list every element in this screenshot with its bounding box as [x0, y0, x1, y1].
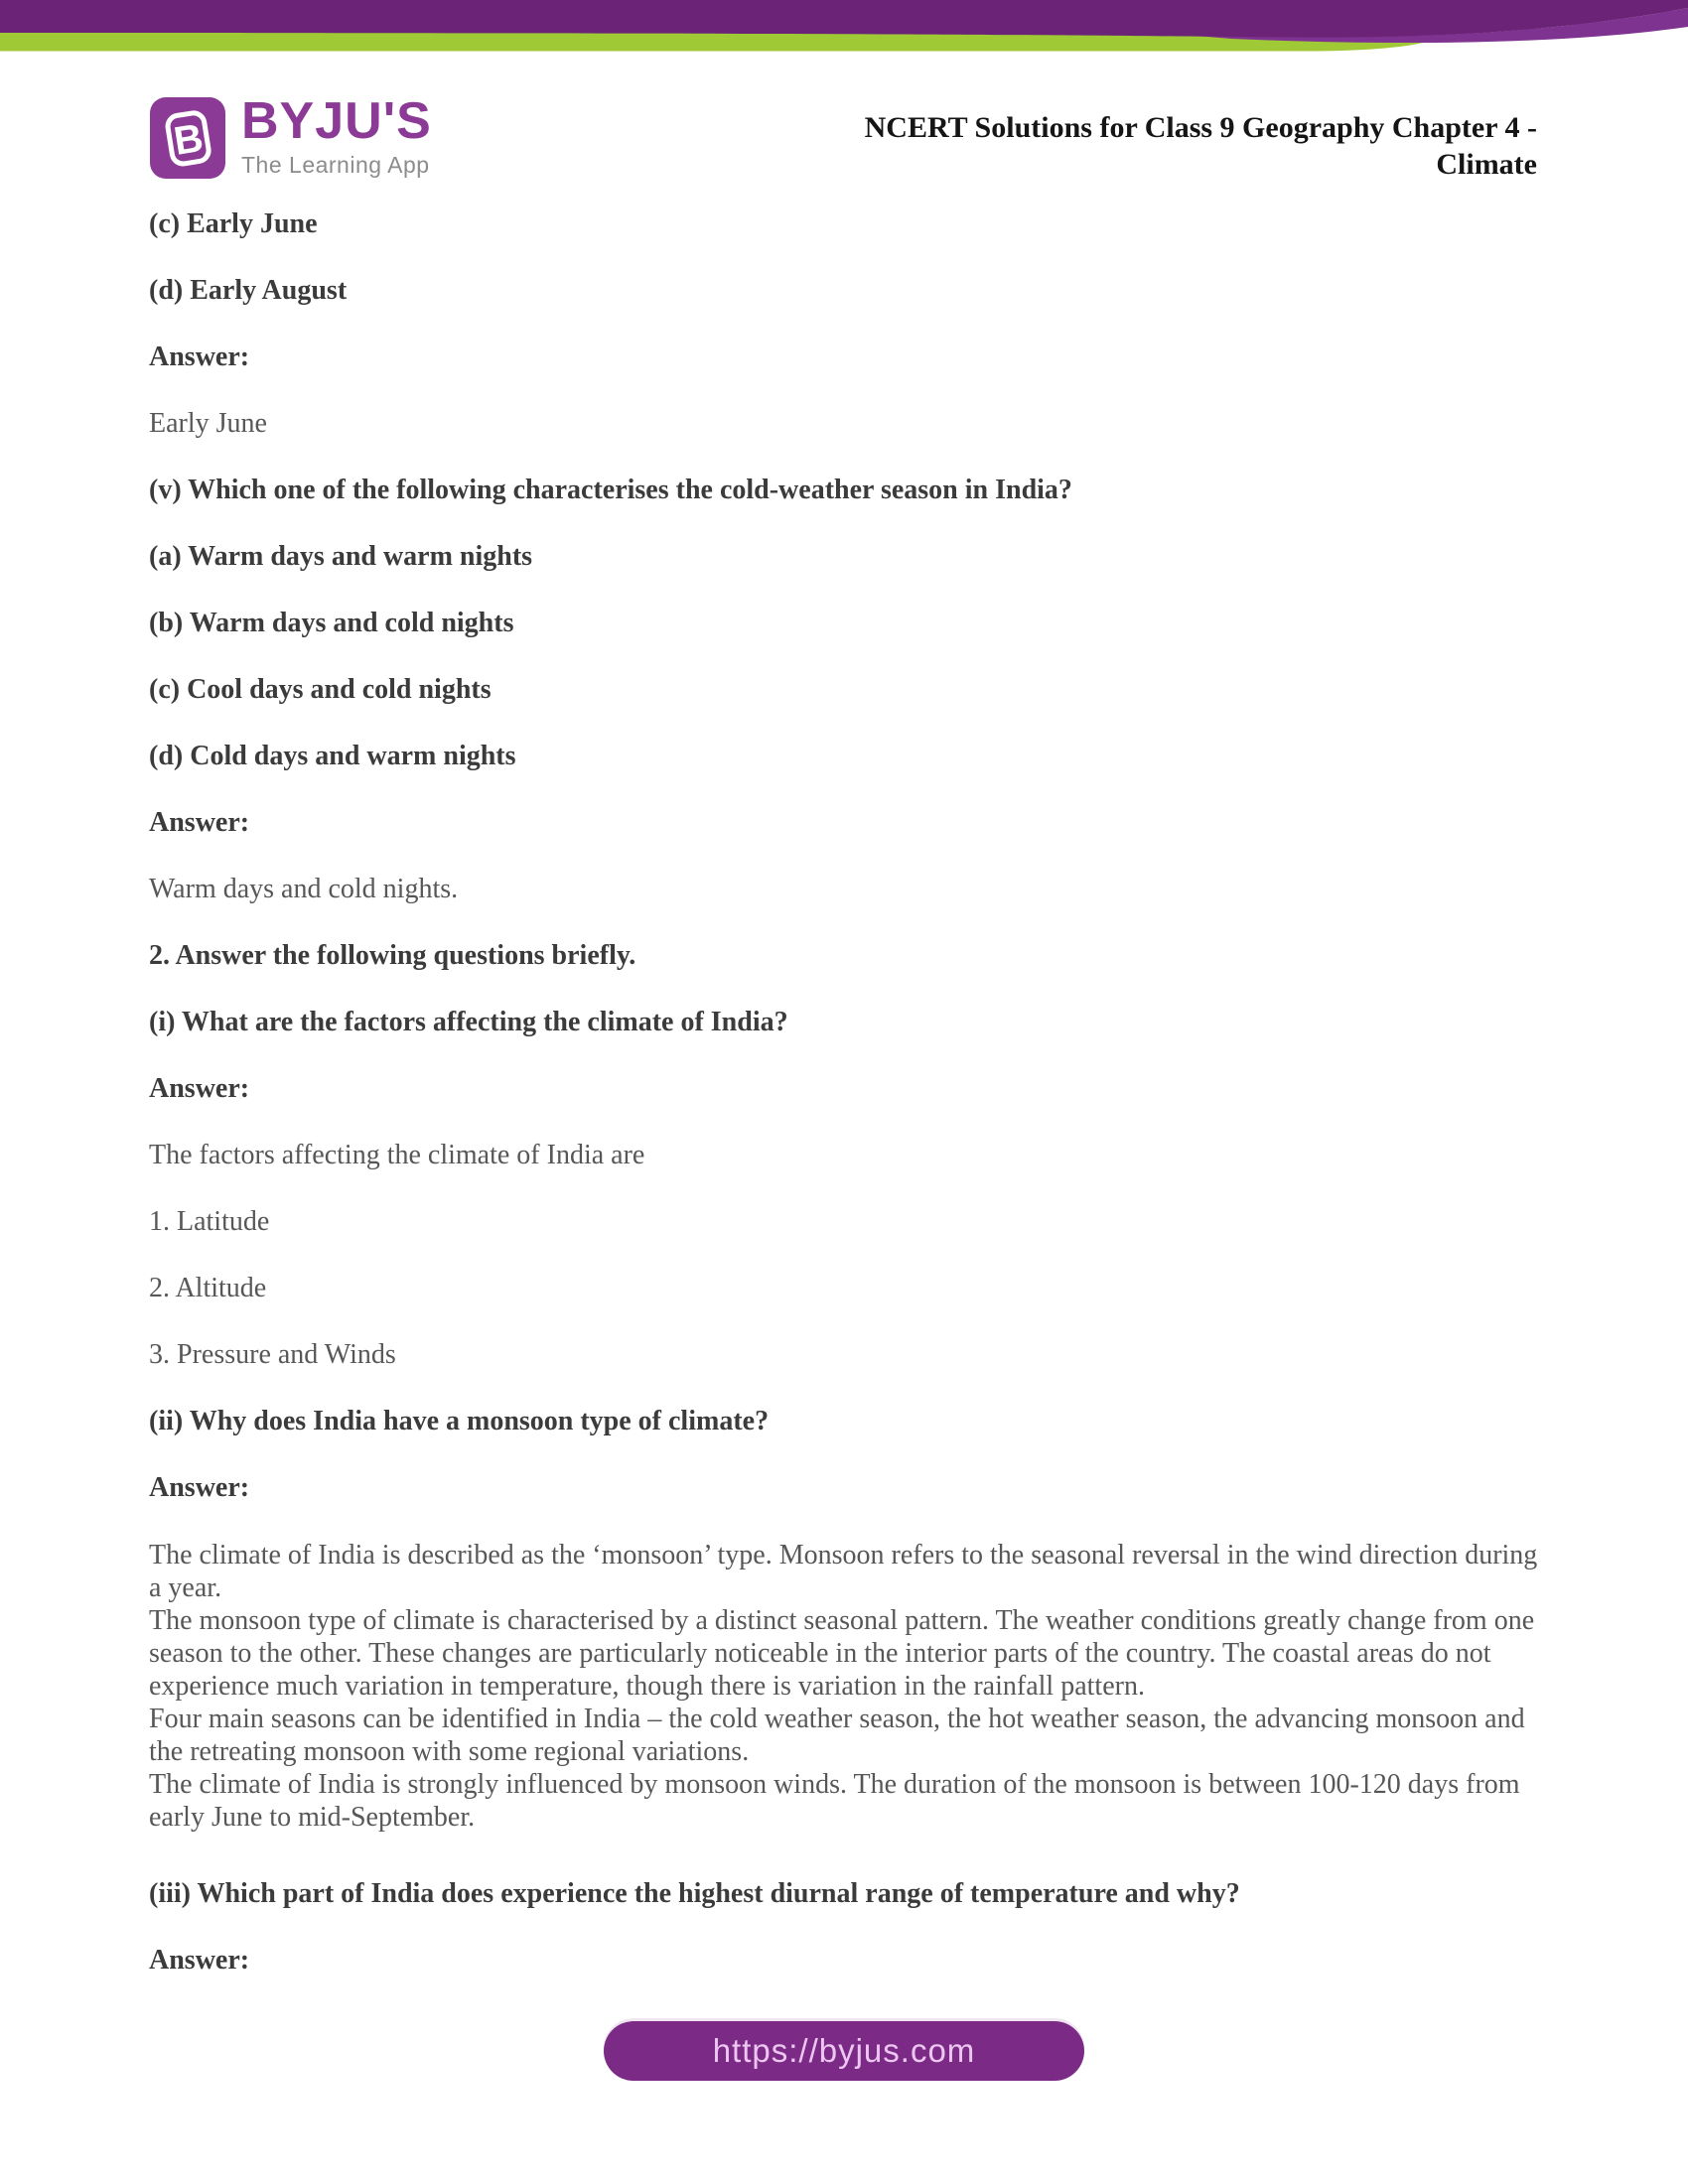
- page-title-line2: Climate: [1436, 148, 1537, 181]
- text-line: Warm days and cold nights.: [149, 874, 459, 904]
- answer-paragraph: [149, 1539, 1544, 1834]
- text-line: 3. Pressure and Winds: [149, 1339, 396, 1370]
- page-title-line1: NCERT Solutions for Class 9 Geography Chapter 4 -: [864, 111, 1537, 144]
- text-line: (a) Warm days and warm nights: [149, 541, 533, 572]
- text-line: (c) Cool days and cold nights: [149, 674, 492, 705]
- byjus-tagline: The Learning App: [241, 152, 430, 178]
- text-line: (b) Warm days and cold nights: [149, 608, 514, 638]
- byjus-url-pill[interactable]: [604, 2021, 1084, 2081]
- paragraph-line: Four main seasons can be identified in India – the cold weather season, the hot weather season, the advancing monsoon and the retreating monsoon with some regional variations.: [149, 1704, 1525, 1767]
- text-line: (iii) Which part of India does experience the highest diurnal range of temperature and why?: [149, 1878, 1240, 1909]
- answer-label: Answer:: [149, 1073, 250, 1104]
- answer-label: Answer:: [149, 341, 250, 372]
- purple-band: [0, 0, 1688, 38]
- text-line: (i) What are the factors affecting the climate of India?: [149, 1007, 788, 1037]
- text-line: (d) Early August: [149, 275, 348, 306]
- byjus-logo: [149, 94, 432, 182]
- text-line: (d) Cold days and warm nights: [149, 741, 516, 771]
- text-line: 2. Altitude: [149, 1273, 267, 1303]
- page-title: [663, 109, 1537, 183]
- answer-label: Answer:: [149, 1945, 250, 1976]
- byjus-wordmark: BYJU'S: [241, 92, 432, 150]
- text-line: The factors affecting the climate of India are: [149, 1140, 645, 1170]
- paragraph-line: The monsoon type of climate is characterised by a distinct seasonal pattern. The weather conditions greatly change from one season to the other. These changes are particularly noticeable in the interior parts of the country. The coastal areas do not experience much variation in temperature, though there is variation in the rainfall pattern.: [149, 1605, 1535, 1702]
- byjus-url-label: https://byjus.com: [712, 2032, 976, 2069]
- header-banner: [0, 0, 1688, 62]
- paragraph-line: The climate of India is described as the ‘monsoon’ type. Monsoon refers to the seasonal reversal in the wind direction during a year.: [149, 1540, 1538, 1603]
- svg-text:B: B: [171, 115, 207, 164]
- paragraph-line: The climate of India is strongly influenced by monsoon winds. The duration of the monsoon is between 100-120 days from early June to mid-September.: [149, 1769, 1520, 1833]
- answer-label: Answer:: [149, 807, 250, 838]
- text-line: 2. Answer the following questions briefly.: [149, 940, 636, 971]
- text-line: Early June: [149, 408, 267, 439]
- text-line: (v) Which one of the following characterises the cold-weather season in India?: [149, 475, 1072, 505]
- answer-label: Answer:: [149, 1472, 250, 1503]
- text-line: (ii) Why does India have a monsoon type of climate?: [149, 1406, 770, 1436]
- byjus-logo-text: [241, 94, 432, 179]
- byjus-logo-icon: [149, 94, 226, 182]
- text-line: 1. Latitude: [149, 1206, 270, 1237]
- document-body: [149, 208, 1544, 2011]
- text-line: (c) Early June: [149, 208, 318, 239]
